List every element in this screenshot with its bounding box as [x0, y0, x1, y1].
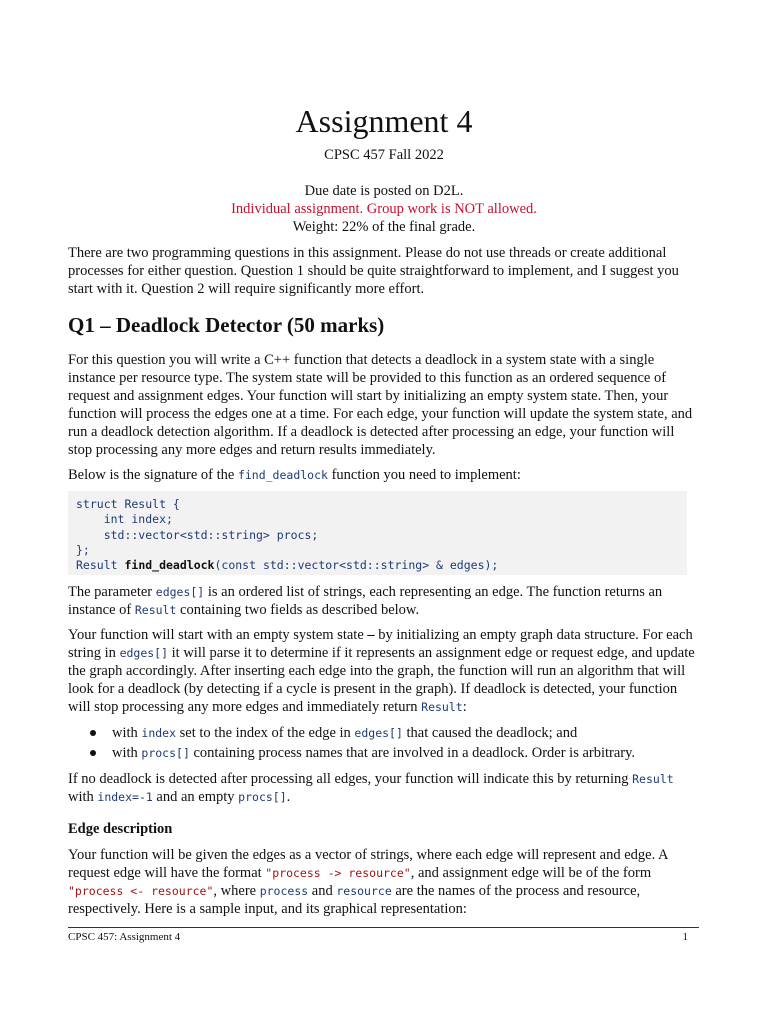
- code-line: std::vector<std::string> procs;: [76, 527, 319, 542]
- text-span: that caused the deadlock; and: [402, 725, 578, 741]
- q1-paragraph: For this question you will write a C++ function that detects a deadlock in a system state with a single instance per resource type. The system state will be provided to this function as an ordered sequence of request and assignment edges. Your function will start by initializing an empty system state. Then, your function will process the edges one at a time. For each edge, your function will update the system state, and run a deadlock detection algorithm. If a deadlock is detected after processing an edge, your function will stop processing any more edges and return results immediately.: [68, 352, 693, 458]
- weight-line: Weight: 22% of the final grade.: [292, 219, 476, 235]
- text-span: The parameter: [68, 584, 156, 600]
- text-span: set to the index of the edge in: [176, 725, 355, 741]
- code-line: (const std::vector<std::string> & edges);: [214, 558, 499, 573]
- text-span: function you need to implement:: [327, 467, 521, 483]
- text-span: and: [308, 883, 337, 899]
- inline-string: "process -> resource": [265, 866, 411, 880]
- text-span: containing two fields as described below.: [176, 602, 420, 618]
- footer-divider: [68, 927, 699, 928]
- text-span: with: [68, 789, 98, 805]
- code-line: struct Result {: [76, 497, 180, 511]
- inline-code: edges[]: [155, 585, 205, 599]
- q1-heading: Q1 – Deadlock Detector (50 marks): [68, 313, 385, 337]
- text-span: :: [462, 699, 467, 715]
- bullet-icon: [90, 750, 96, 756]
- inline-code: resource: [336, 884, 392, 898]
- inline-string: "process <- resource": [68, 884, 214, 898]
- text-span: If no deadlock is detected after processing all edges, your function will indicate this by returning: [68, 771, 633, 787]
- text-span: and an empty: [152, 789, 239, 805]
- edge-description-heading: Edge description: [68, 821, 173, 837]
- text-span: .: [286, 789, 291, 805]
- inline-code: Result: [421, 700, 463, 714]
- return-bullet-list: [68, 723, 702, 763]
- text-span: it will parse it to determine if it represents an assignment edge or request edge, and update the graph accordingly. After inserting each edge into the graph, the function will run an algorithm that will look for a deadlock (by detecting if a cycle is present in the graph). If deadlock is detected, your function will stop processing any more edges and immediately return: [68, 645, 695, 715]
- footer-label: CPSC 457: Assignment 4: [68, 931, 181, 943]
- inline-code: edges[]: [119, 646, 169, 660]
- code-line: };: [76, 542, 90, 557]
- no-deadlock-paragraph: [68, 770, 702, 806]
- inline-code: Result: [632, 772, 674, 786]
- inline-code: process: [259, 884, 309, 898]
- intro-paragraph: There are two programming questions in this assignment. Please do not use threads or create additional processes for either question. Question 1 should be quite straightforward to implement, and I suggest you start with it. Question 2 will require significantly more effort.: [68, 245, 679, 297]
- signature-intro: [68, 466, 702, 484]
- edge-paragraph: [68, 846, 702, 918]
- code-block: [68, 491, 687, 575]
- inline-code: procs[]: [238, 790, 287, 804]
- start-paragraph: [68, 626, 702, 716]
- inline-code: index: [141, 726, 177, 740]
- inline-code: edges[]: [354, 726, 403, 740]
- page-number: 1: [682, 931, 688, 943]
- text-span: , and assignment edge will be of the form: [410, 865, 652, 881]
- list-item: [68, 723, 702, 743]
- text-span: Your function will start with an empty system state: [68, 627, 368, 643]
- inline-code: find_deadlock: [237, 468, 328, 482]
- code-line: Result: [76, 558, 125, 573]
- text-span: with: [112, 725, 142, 741]
- inline-code: Result: [134, 603, 177, 617]
- text-span: by initializing an empty graph data structure. For each string in: [68, 627, 693, 661]
- inline-code: procs[]: [141, 746, 190, 760]
- text-span: with: [112, 745, 142, 761]
- text-span: Below is the signature of the: [68, 467, 238, 483]
- text-span: are the names of the process and resource, respectively. Here is a sample input, and its graphical representation:: [68, 883, 641, 917]
- text-span: containing process names that are involved in a deadlock. Order is arbitrary.: [189, 745, 636, 761]
- function-name: find_deadlock: [124, 558, 215, 573]
- code-line: int index;: [76, 512, 173, 527]
- text-span: Your function will be given the edges as a vector of strings, where each edge will represent and edge. A request edge will have the format: [68, 847, 668, 881]
- due-date-line: Due date is posted on D2L.: [304, 183, 464, 199]
- text-span: is an ordered list of strings, each representing an edge. The function returns an instance of: [68, 584, 663, 618]
- bullet-icon: [90, 730, 96, 736]
- parameter-paragraph: [68, 583, 702, 619]
- inline-code: index=-1: [97, 790, 153, 804]
- list-item: [68, 743, 702, 763]
- text-span: , where: [213, 883, 260, 899]
- course-subtitle: CPSC 457 Fall 2022: [324, 147, 444, 163]
- document-title: Assignment 4: [295, 103, 473, 139]
- individual-assignment-notice: Individual assignment. Group work is NOT allowed.: [231, 201, 537, 217]
- text-span: –: [367, 627, 375, 643]
